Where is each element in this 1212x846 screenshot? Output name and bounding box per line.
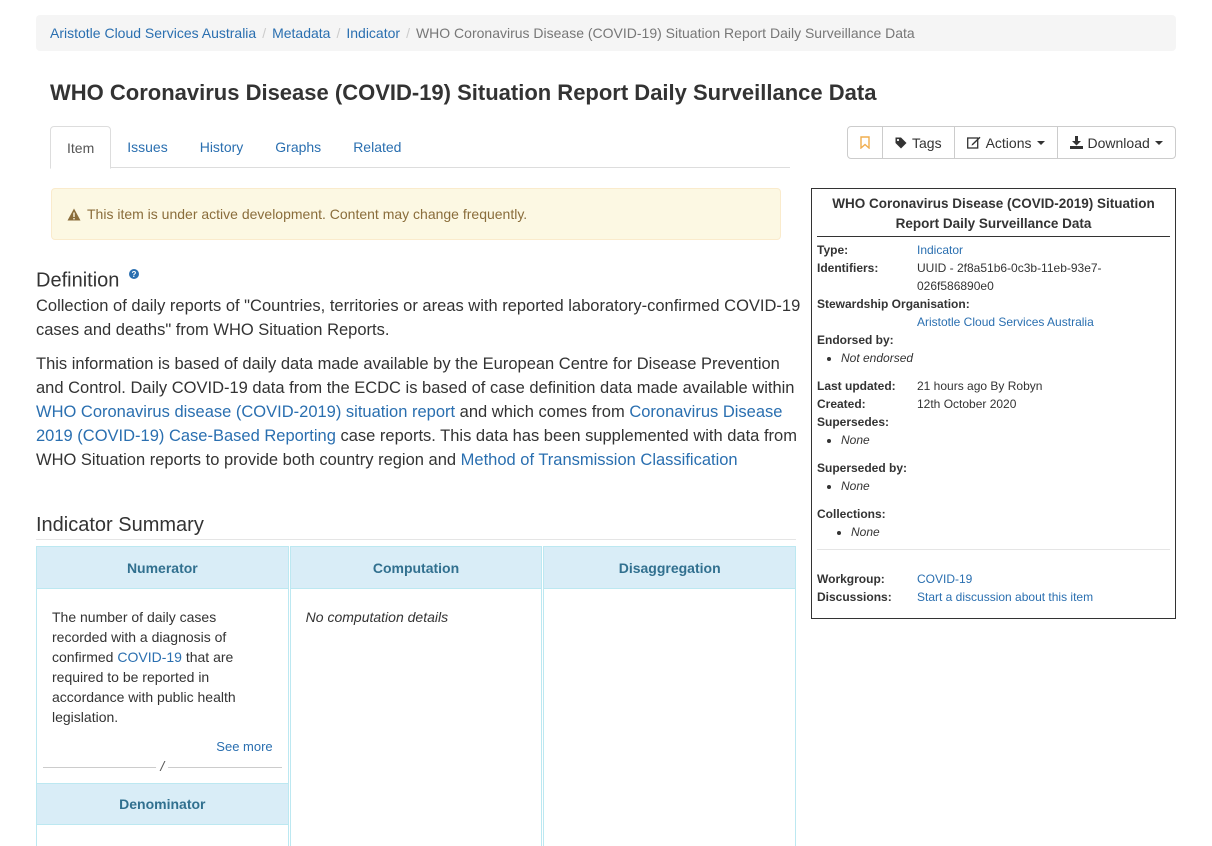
tags-button[interactable] [882,126,955,159]
case-based-reporting-link[interactable]: Coronavirus Disease 2019 (COVID-19) Case-Based Reporting [36,403,783,445]
infobox-type-row [817,241,1170,259]
breadcrumb [36,15,1176,51]
definition-text: This information is based of daily data made available by the European Centre for Disease Prevention and Control. Daily COVID-19 data from the ECDC is based of case definition data made available within [36,355,795,397]
fraction-divider [43,758,282,781]
tab-item[interactable]: Item [50,126,111,169]
definition-body [36,294,801,482]
superseded-list [817,477,1170,495]
alert-text: This item is under active development. Content may change frequently. [87,206,528,222]
tags-label: Tags [912,134,942,151]
tag-icon [895,137,907,149]
infobox-workgroup-row [817,570,1170,588]
infobox-label: Identifiers: [817,261,879,275]
numerator-column [36,546,289,846]
numerator-body [37,589,288,775]
supersedes-list [817,431,1170,449]
breadcrumb-separator: / [406,25,410,41]
definition-text: case reports. This data has been supplemented with data from WHO Situation reports to provide both country region and [36,427,797,469]
tab-graphs[interactable]: Graphs [275,139,322,155]
indicator-summary-heading: Indicator Summary [36,514,796,540]
infobox-label: Workgroup: [817,572,885,586]
infobox-discussions-row [817,588,1170,606]
infobox-workgroup-link[interactable]: COVID-19 [917,572,973,586]
chevron-down-icon [1037,141,1045,145]
infobox-identifiers-value: UUID - 2f8a51b6-0c3b-11eb-93e7-026f586890e0 [917,261,1102,293]
collections-list [817,523,1170,541]
list-item: • None [841,477,1170,495]
page-title: WHO Coronavirus Disease (COVID-19) Situation Report Daily Surveillance Data [50,80,877,105]
development-alert [51,188,781,240]
bookmark-button[interactable] [847,126,883,159]
item-infobox [811,188,1176,619]
bookmark-icon [860,136,870,149]
who-situation-report-link[interactable]: WHO Coronavirus disease (COVID-2019) situation report [36,403,456,421]
actions-button[interactable] [954,126,1058,159]
infobox-label: Created: [817,397,866,411]
svg-text:?: ? [131,270,137,279]
list-item: • None [851,523,1170,541]
infobox-identifiers-row [817,259,1170,295]
divider-slash: / [156,758,168,774]
disaggregation-header: Disaggregation [544,547,795,589]
infobox-label: Superseded by: [817,461,908,475]
computation-body: No computation details [305,609,449,625]
breadcrumb-link-indicator[interactable]: Indicator [346,25,401,41]
download-button[interactable] [1057,126,1176,159]
chevron-down-icon [1155,141,1163,145]
computation-header: Computation [291,547,542,589]
endorsed-list [817,349,1170,367]
tab-bar [50,126,790,168]
tab-related[interactable]: Related [353,139,402,155]
numerator-header: Numerator [37,547,288,589]
item-toolbar [847,126,1176,159]
infobox-label: Discussions: [817,590,892,604]
infobox-steward-row [817,313,1170,331]
breadcrumb-link-metadata[interactable]: Metadata [272,25,331,41]
infobox-label: Stewardship Organisation: [817,297,970,311]
numerator-text: that are required to be reported in accordance with public health legislation. [52,649,236,725]
breadcrumb-link-org[interactable]: Aristotle Cloud Services Australia [50,25,257,41]
indicator-summary-table [36,546,796,846]
numerator-text: The number of daily cases recorded with a diagnosis of confirmed [52,609,227,665]
spacer [817,313,917,331]
definition-paragraph [36,352,801,472]
help-icon[interactable] [129,262,139,285]
start-discussion-link[interactable]: Start a discussion about this item [917,590,1094,604]
download-icon [1070,136,1083,149]
list-item: • Not endorsed [841,349,1170,367]
infobox-created-row [817,395,1170,413]
breadcrumb-current: WHO Coronavirus Disease (COVID-19) Situation Report Daily Surveillance Data [415,25,915,41]
infobox-steward-link[interactable]: Aristotle Cloud Services Australia [917,315,1094,329]
see-more-link[interactable]: See more [216,739,273,754]
breadcrumb-separator: / [262,25,267,41]
breadcrumb-separator: / [336,25,341,41]
tab-history[interactable]: History [199,139,244,155]
infobox-updated-value: 21 hours ago By Robyn [917,379,1043,393]
definition-title: Definition [36,269,120,292]
definition-heading [36,262,139,293]
tab-issues[interactable]: Issues [127,139,168,155]
infobox-label: Endorsed by: [817,333,894,347]
infobox-type-link[interactable]: Indicator [917,243,964,257]
infobox-label: Type: [817,243,849,257]
definition-text: and which comes from [455,403,630,421]
infobox-updated-row [817,377,1170,395]
computation-column [290,546,543,846]
definition-paragraph: Collection of daily reports of "Countries, territories or areas with reported laboratory-confirmed COVID-19 cases and deaths" from WHO Situation Reports. [36,297,801,339]
infobox-divider [817,549,1170,550]
infobox-created-value: 12th October 2020 [917,397,1017,411]
list-item: • None [841,431,1170,449]
infobox-label: Last updated: [817,379,896,393]
warning-icon [67,208,81,221]
infobox-label: Collections: [817,507,886,521]
covid19-link[interactable]: COVID-19 [117,649,182,665]
infobox-label: Supersedes: [817,415,890,429]
transmission-classification-link[interactable]: Method of Transmission Classification [460,451,738,469]
infobox-title: WHO Coronavirus Disease (COVID-2019) Situation Report Daily Surveillance Data [817,189,1170,237]
download-label: Download [1087,134,1150,151]
actions-label: Actions [985,134,1032,151]
edit-icon [967,136,981,149]
denominator-header: Denominator [37,783,288,825]
disaggregation-column [543,546,796,846]
